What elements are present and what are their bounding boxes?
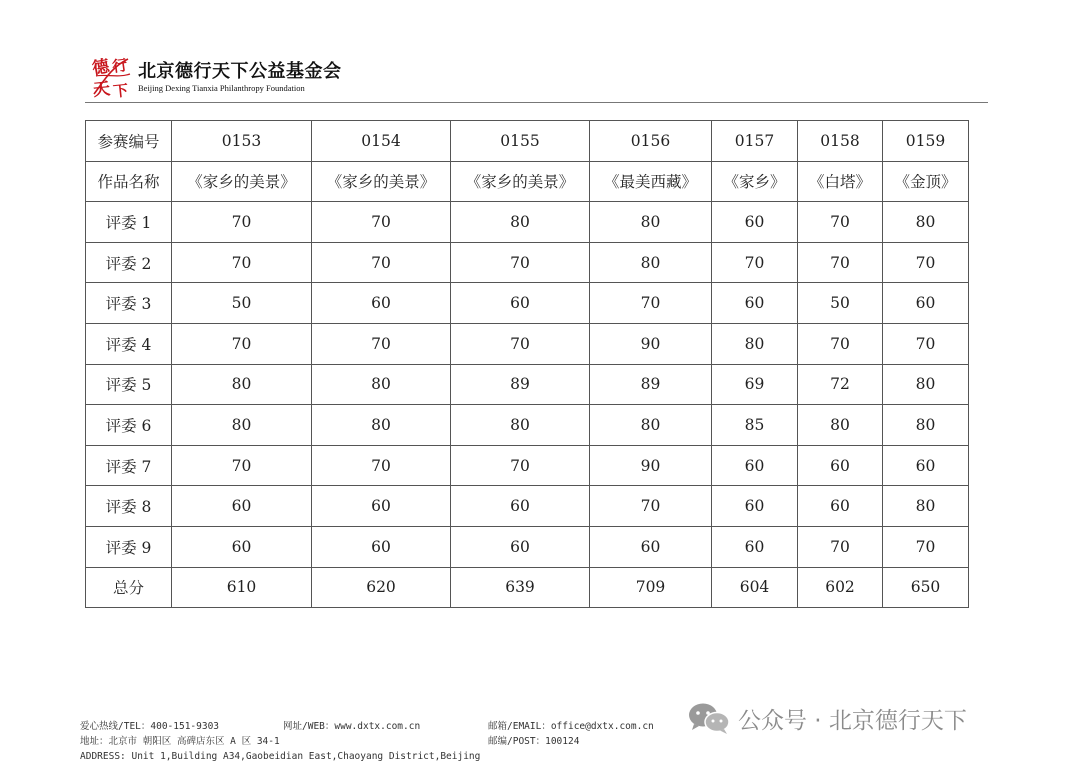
score-cell: 60 [712,283,798,324]
entry-title-cell: 《家乡的美景》 [172,161,312,202]
entry-id-cell: 0157 [712,121,798,162]
score-cell: 69 [712,364,798,405]
score-cell: 60 [712,445,798,486]
score-cell: 70 [451,445,590,486]
judge-label: 评委 4 [86,323,172,364]
entry-title-cell: 《家乡的美景》 [451,161,590,202]
judge-label: 评委 8 [86,486,172,527]
score-cell: 70 [172,323,312,364]
score-cell: 70 [590,283,712,324]
score-cell: 50 [172,283,312,324]
svg-text:天: 天 [92,79,112,100]
letterhead [90,52,342,102]
score-cell: 60 [798,486,883,527]
header-divider [85,102,988,103]
org-name-en: Beijing Dexing Tianxia Philanthropy Foundation [138,82,305,93]
judge-score-row [86,445,969,486]
score-cell: 60 [590,526,712,567]
judge-label: 评委 7 [86,445,172,486]
score-cell: 80 [451,202,590,243]
score-cell: 80 [590,202,712,243]
entry-title-cell: 《家乡的美景》 [312,161,451,202]
score-cell: 80 [590,405,712,446]
entry-id-cell: 0158 [798,121,883,162]
judge-score-row [86,486,969,527]
score-cell: 70 [590,486,712,527]
calligraphy-logo-icon [90,54,134,100]
total-cell: 610 [172,567,312,608]
score-cell: 80 [172,405,312,446]
score-cell: 80 [172,364,312,405]
score-cell: 80 [883,364,969,405]
score-cell: 60 [312,486,451,527]
score-cell: 80 [312,364,451,405]
entry-title-row [86,161,969,202]
footer-tel: 爱心热线/TEL：400-151-9303 [80,721,220,732]
score-cell: 70 [798,323,883,364]
score-cell: 60 [451,526,590,567]
score-cell: 60 [451,486,590,527]
score-cell: 70 [883,323,969,364]
entry-title-cell: 《金顶》 [883,161,969,202]
svg-text:行: 行 [111,55,129,76]
letterhead-footer [80,719,720,764]
score-cell: 70 [798,242,883,283]
row-label: 作品名称 [86,161,172,202]
judge-label: 评委 5 [86,364,172,405]
judge-score-row [86,283,969,324]
score-cell: 70 [312,445,451,486]
score-cell: 60 [883,283,969,324]
score-cell: 60 [312,283,451,324]
score-cell: 70 [312,323,451,364]
footer-post: 邮编/POST：100124 [488,736,580,747]
score-cell: 70 [883,242,969,283]
score-cell: 70 [172,242,312,283]
judge-score-row [86,242,969,283]
score-cell: 60 [798,445,883,486]
entry-title-cell: 《白塔》 [798,161,883,202]
score-table [85,120,969,608]
score-cell: 70 [798,202,883,243]
score-cell: 80 [798,405,883,446]
entry-id-cell: 0154 [312,121,451,162]
score-cell: 60 [312,526,451,567]
watermark-text: 公众号 · 北京德行天下 [738,707,967,734]
total-cell: 639 [451,567,590,608]
score-cell: 70 [312,202,451,243]
score-cell: 80 [590,242,712,283]
entry-title-cell: 《家乡》 [712,161,798,202]
judge-score-row [86,364,969,405]
score-cell: 89 [590,364,712,405]
total-cell: 602 [798,567,883,608]
score-cell: 60 [172,526,312,567]
score-cell: 80 [712,323,798,364]
score-cell: 70 [451,242,590,283]
entry-title-cell: 《最美西藏》 [590,161,712,202]
score-cell: 80 [451,405,590,446]
total-row [86,567,969,608]
row-label: 参赛编号 [86,121,172,162]
footer-address-cn: 地址：北京市 朝阳区 高碑店东区 A 区 34-1 [80,736,280,747]
score-cell: 50 [798,283,883,324]
score-cell: 60 [712,202,798,243]
wechat-watermark [686,700,967,736]
judge-label: 评委 1 [86,202,172,243]
footer-address-en: ADDRESS: Unit 1,Building A34,Gaobeidian East,Chaoyang District,Beijing [80,751,481,762]
judge-score-row [86,202,969,243]
score-cell: 60 [172,486,312,527]
total-cell: 604 [712,567,798,608]
org-name-cn: 北京德行天下公益基金会 [138,60,342,82]
score-cell: 80 [883,202,969,243]
score-cell: 90 [590,323,712,364]
score-cell: 60 [712,486,798,527]
entry-id-row [86,121,969,162]
footer-web: 网址/WEB：www.dxtx.com.cn [283,721,421,732]
judge-score-row [86,323,969,364]
total-cell: 709 [590,567,712,608]
judge-score-row [86,405,969,446]
total-cell: 620 [312,567,451,608]
entry-id-cell: 0153 [172,121,312,162]
foundation-name [138,62,342,93]
judge-label: 评委 6 [86,405,172,446]
score-cell: 70 [451,323,590,364]
score-cell: 80 [312,405,451,446]
score-cell: 70 [172,202,312,243]
score-cell: 70 [712,242,798,283]
judge-score-row [86,526,969,567]
score-cell: 60 [883,445,969,486]
score-cell: 89 [451,364,590,405]
foundation-logo [90,54,134,100]
score-cell: 70 [883,526,969,567]
entry-id-cell: 0156 [590,121,712,162]
judge-label: 评委 9 [86,526,172,567]
wechat-icon [686,700,732,736]
score-cell: 85 [712,405,798,446]
score-cell: 80 [883,405,969,446]
svg-text:下: 下 [112,81,130,100]
score-cell: 60 [712,526,798,567]
entry-id-cell: 0159 [883,121,969,162]
score-cell: 80 [883,486,969,527]
score-cell: 72 [798,364,883,405]
score-cell: 70 [172,445,312,486]
total-cell: 650 [883,567,969,608]
footer-email: 邮箱/EMAIL：office@dxtx.com.cn [488,721,654,732]
score-cell: 70 [798,526,883,567]
score-cell: 90 [590,445,712,486]
judge-label: 评委 3 [86,283,172,324]
score-cell: 70 [312,242,451,283]
score-cell: 60 [451,283,590,324]
entry-id-cell: 0155 [451,121,590,162]
judge-label: 评委 2 [86,242,172,283]
row-label: 总分 [86,567,172,608]
svg-text:德: 德 [90,56,111,80]
